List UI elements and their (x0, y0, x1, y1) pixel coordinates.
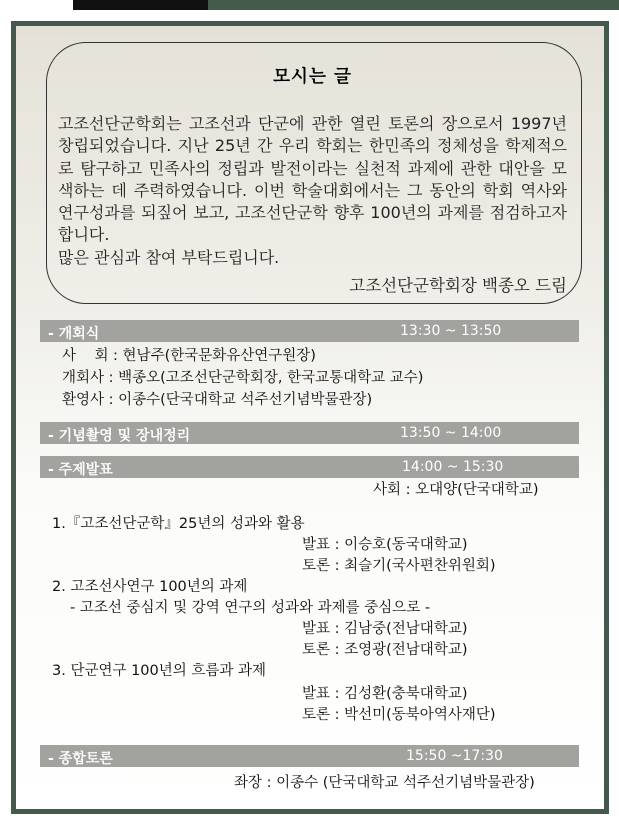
opening-address: 개회사 : 백종오(고조선단군학회장, 한국교통대학교 교수) (62, 370, 424, 386)
presentation-1-discussant: 토론 : 최슬기(국사편찬위원회) (302, 558, 496, 574)
opening-section-title: - 개회식 (48, 326, 100, 342)
presentation-3-title: 3. 단군연구 100년의 흐름과 과제 (52, 663, 267, 679)
presentation-section-title: - 주제발표 (48, 462, 113, 478)
discussion-section-time: 15:50 ~17:30 (406, 748, 503, 764)
welcome-address: 환영사 : 이종수(단국대학교 석주선기념박물관장) (62, 392, 373, 408)
photo-section-bar (40, 422, 579, 444)
program-frame (11, 21, 609, 814)
discussion-chair: 좌장 : 이종수 (단국대학교 석주선기념박물관장) (234, 775, 535, 791)
presentation-1-title: 1.『고조선단군학』25년의 성과와 활용 (52, 516, 305, 532)
presentation-section-time: 14:00 ~ 15:30 (402, 459, 504, 475)
presentation-section-bar (40, 456, 579, 478)
presentation-2-presenter: 발표 : 김남중(전남대학교) (302, 621, 468, 637)
top-bar (0, 0, 619, 10)
top-bar-green-segment (208, 0, 619, 10)
top-bar-dark-segment (73, 0, 208, 10)
presentation-3-presenter: 발표 : 김성환(충북대학교) (302, 686, 468, 702)
presentation-moderator: 사회 : 오대양(단국대학교) (373, 482, 539, 498)
presentation-2-subtitle: - 고조선 중심지 및 강역 연구의 성과와 과제를 중심으로 - (70, 600, 431, 616)
discussion-section-bar (40, 745, 579, 767)
presentation-3-discussant: 토론 : 박선미(동북아역사재단) (302, 707, 496, 723)
photo-section-time: 13:50 ~ 14:00 (400, 425, 502, 441)
presentation-2-title: 2. 고조선사연구 100년의 과제 (52, 579, 248, 595)
discussion-section-title: - 종합토론 (48, 751, 113, 767)
opening-section-bar (40, 320, 579, 342)
presentation-2-discussant: 토론 : 조영광(전남대학교) (302, 642, 468, 658)
opening-moderator: 사 회 : 현남주(한국문화유산연구원장) (62, 348, 316, 364)
greeting-body: 고조선단군학회는 고조선과 단군에 관한 열린 토론의 장으로서 1997년 창립되었습니다. 지난 25년 간 우리 학회는 한민족의 정체성을 학제적으로 탐구하고 민족사의 정립과 발전이라는 실천적 과제에 관한 대안을 모색하는 데 주력하였습니다. 이번 학술대회에서는 그 동안의 학회 역사와 연구성과를 되짚어 보고, 고조선단군학 향후 100년의 과제를 점검하고자 합니다. (58, 114, 567, 245)
greeting-title: 모시는 글 (273, 67, 352, 87)
greeting-closing: 많은 관심과 참여 부탁드립니다. (58, 247, 280, 267)
photo-section-title: - 기념촬영 및 장내정리 (48, 428, 191, 444)
opening-section-time: 13:30 ~ 13:50 (400, 323, 502, 339)
greeting-box (46, 42, 582, 304)
greeting-signature: 고조선단군학회장 백종오 드림 (349, 276, 567, 295)
presentation-1-presenter: 발표 : 이승호(동국대학교) (302, 537, 468, 553)
